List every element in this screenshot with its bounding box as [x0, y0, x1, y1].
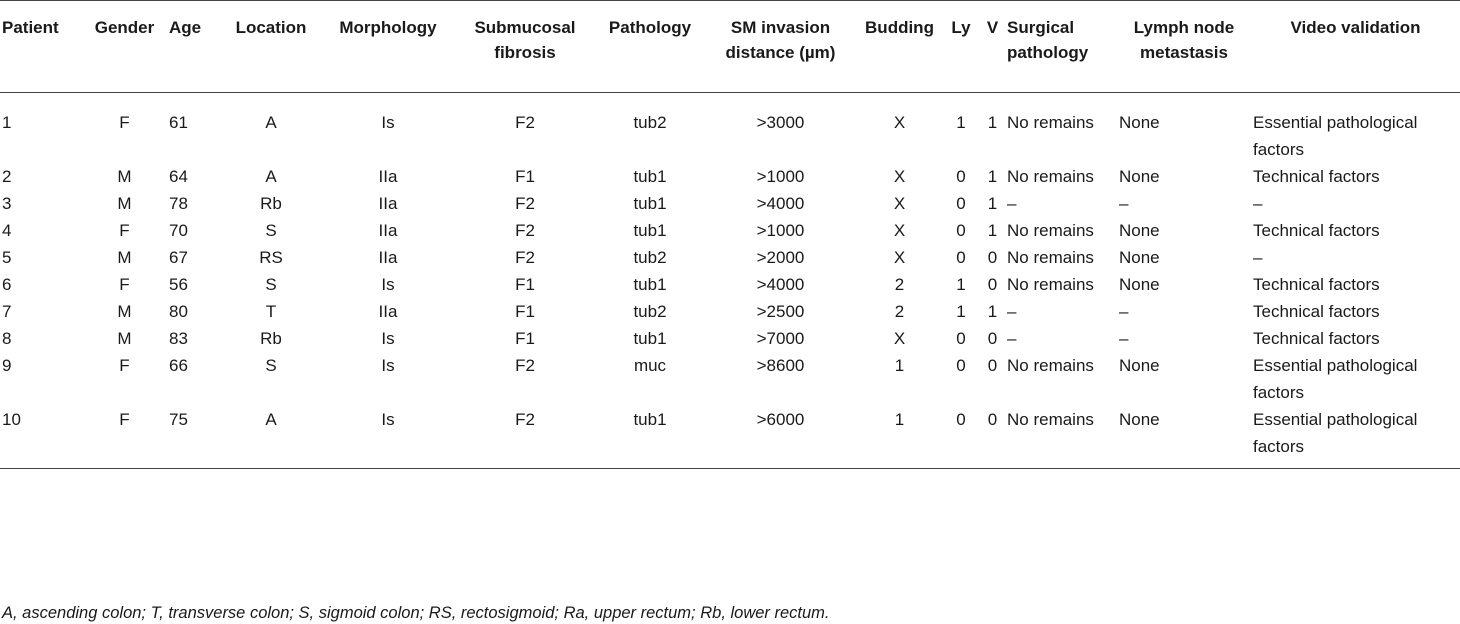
cell-budding: 2: [894, 302, 905, 321]
cell-v: 0: [987, 410, 998, 429]
cell-lymph-node-metastasis: None: [1119, 410, 1160, 429]
table-header: [0, 1, 1460, 93]
cell-lymph-node-metastasis: –: [1119, 194, 1129, 213]
cell-ly: 0: [956, 194, 966, 213]
cell-budding: X: [893, 329, 906, 348]
cell-lymph-node-metastasis: –: [1119, 329, 1129, 348]
header-lymph-node-metastasis: Lymph node metastasis: [1133, 18, 1235, 62]
cell-morphology: IIa: [378, 194, 398, 213]
cell-budding: X: [893, 194, 906, 213]
cell-video-validation: Essential pathological factors: [1253, 356, 1418, 402]
cell-budding: 2: [894, 275, 905, 294]
cell-gender: M: [117, 194, 132, 213]
cell-sm-invasion-distance: >4000: [756, 194, 805, 213]
cell-submucosal-fibrosis: F1: [515, 275, 535, 294]
header-age: Age: [169, 18, 202, 37]
cell-submucosal-fibrosis: F2: [515, 248, 535, 267]
table-row: [0, 352, 1460, 406]
cell-submucosal-fibrosis: F1: [515, 167, 535, 186]
header-submucosal-fibrosis: Submucosal fibrosis: [474, 18, 576, 62]
cell-sm-invasion-distance: >1000: [756, 221, 805, 240]
cell-v: 1: [987, 194, 998, 213]
cell-sm-invasion-distance: >2500: [756, 302, 805, 321]
cell-sm-invasion-distance: >1000: [756, 167, 805, 186]
cell-v: 1: [987, 302, 998, 321]
cell-surgical-pathology: –: [1007, 302, 1017, 321]
cell-gender: F: [119, 221, 130, 240]
cell-age: 70: [169, 221, 188, 240]
cell-submucosal-fibrosis: F2: [515, 410, 535, 429]
cell-lymph-node-metastasis: None: [1119, 356, 1160, 375]
cell-location: RS: [259, 248, 283, 267]
cell-lymph-node-metastasis: None: [1119, 167, 1160, 186]
cell-video-validation: –: [1253, 248, 1263, 267]
cell-patient: 9: [2, 356, 12, 375]
cell-surgical-pathology: No remains: [1007, 113, 1094, 132]
cell-pathology: tub1: [633, 194, 667, 213]
header-gender: Gender: [94, 18, 155, 37]
cell-lymph-node-metastasis: –: [1119, 302, 1129, 321]
cell-patient: 7: [2, 302, 12, 321]
header-video-validation: Video validation: [1290, 18, 1421, 37]
cell-patient: 1: [2, 113, 12, 132]
cell-pathology: muc: [633, 356, 667, 375]
cell-pathology: tub1: [633, 275, 667, 294]
cell-ly: 0: [956, 356, 966, 375]
cell-video-validation: Technical factors: [1253, 275, 1380, 294]
cell-age: 67: [169, 248, 188, 267]
cell-location: A: [265, 410, 277, 429]
cell-patient: 2: [2, 167, 12, 186]
cell-patient: 8: [2, 329, 12, 348]
cell-surgical-pathology: No remains: [1007, 167, 1094, 186]
cell-patient: 4: [2, 221, 12, 240]
cell-morphology: IIa: [378, 167, 398, 186]
cell-morphology: Is: [381, 113, 395, 132]
cell-location: Rb: [260, 329, 282, 348]
cell-sm-invasion-distance: >6000: [756, 410, 805, 429]
cell-sm-invasion-distance: >4000: [756, 275, 805, 294]
cell-patient: 6: [2, 275, 12, 294]
cell-location: S: [265, 275, 277, 294]
header-surgical-pathology: Surgical pathology: [1007, 18, 1089, 62]
cell-morphology: Is: [381, 410, 395, 429]
cell-location: A: [265, 167, 277, 186]
cell-video-validation: –: [1253, 194, 1263, 213]
cell-age: 66: [169, 356, 188, 375]
cell-location: T: [265, 302, 277, 321]
cell-gender: F: [119, 410, 130, 429]
cell-gender: F: [119, 356, 130, 375]
cell-video-validation: Technical factors: [1253, 302, 1380, 321]
cell-gender: M: [117, 302, 132, 321]
cell-video-validation: Essential pathological factors: [1253, 410, 1418, 456]
header-patient: Patient: [2, 18, 59, 37]
cell-pathology: tub1: [633, 329, 667, 348]
cell-patient: 10: [2, 410, 21, 429]
header-location: Location: [235, 18, 307, 37]
cell-surgical-pathology: –: [1007, 329, 1017, 348]
cell-age: 56: [169, 275, 188, 294]
header-v: V: [986, 18, 999, 37]
cell-surgical-pathology: No remains: [1007, 248, 1094, 267]
table-row: [0, 163, 1460, 190]
header-sm-invasion-distance: SM invasion distance (µm): [725, 18, 836, 62]
table-row: [0, 271, 1460, 298]
header-ly: Ly: [951, 18, 971, 37]
cell-pathology: tub2: [633, 113, 667, 132]
cell-gender: F: [119, 113, 130, 132]
table-row: [0, 244, 1460, 271]
header-morphology: Morphology: [339, 18, 437, 37]
cell-ly: 0: [956, 167, 966, 186]
cell-video-validation: Technical factors: [1253, 329, 1380, 348]
cell-lymph-node-metastasis: None: [1119, 221, 1160, 240]
cell-v: 0: [987, 329, 998, 348]
table-row: [0, 217, 1460, 244]
cell-age: 83: [169, 329, 188, 348]
cell-budding: X: [893, 221, 906, 240]
cell-submucosal-fibrosis: F2: [515, 356, 535, 375]
cell-v: 0: [987, 248, 998, 267]
table-row: [0, 190, 1460, 217]
cell-location: Rb: [260, 194, 282, 213]
cell-ly: 0: [956, 329, 966, 348]
cell-gender: F: [119, 275, 130, 294]
cell-v: 0: [987, 275, 998, 294]
cell-surgical-pathology: No remains: [1007, 356, 1094, 375]
cell-lymph-node-metastasis: None: [1119, 248, 1160, 267]
cell-budding: 1: [894, 410, 905, 429]
cell-pathology: tub1: [633, 167, 667, 186]
cell-ly: 1: [956, 302, 966, 321]
cell-morphology: IIa: [378, 248, 398, 267]
table-footnote: A, ascending colon; T, transverse colon; S, sigmoid colon; RS, rectosigmoid; Ra, upper rectum; Rb, lower rectum.: [2, 604, 830, 622]
cell-morphology: IIa: [378, 221, 398, 240]
cell-morphology: IIa: [378, 302, 398, 321]
cell-location: A: [265, 113, 277, 132]
cell-v: 1: [987, 113, 998, 132]
table-row: [0, 406, 1460, 469]
cell-surgical-pathology: –: [1007, 194, 1017, 213]
cell-gender: M: [117, 248, 132, 267]
cell-submucosal-fibrosis: F1: [515, 302, 535, 321]
cell-ly: 0: [956, 221, 966, 240]
cell-submucosal-fibrosis: F1: [515, 329, 535, 348]
cell-gender: M: [117, 329, 132, 348]
cell-sm-invasion-distance: >2000: [756, 248, 805, 267]
cell-pathology: tub2: [633, 248, 667, 267]
cell-location: S: [265, 221, 277, 240]
cell-sm-invasion-distance: >8600: [756, 356, 805, 375]
cell-morphology: Is: [381, 329, 395, 348]
cell-video-validation: Technical factors: [1253, 167, 1380, 186]
header-pathology: Pathology: [608, 18, 692, 37]
cell-age: 61: [169, 113, 188, 132]
cell-surgical-pathology: No remains: [1007, 275, 1094, 294]
cell-v: 1: [987, 221, 998, 240]
table-row: [0, 325, 1460, 352]
cell-v: 0: [987, 356, 998, 375]
cell-video-validation: Essential pathological factors: [1253, 113, 1418, 159]
cell-ly: 1: [956, 113, 966, 132]
cell-age: 78: [169, 194, 188, 213]
cell-video-validation: Technical factors: [1253, 221, 1380, 240]
cell-sm-invasion-distance: >7000: [756, 329, 805, 348]
cell-v: 1: [987, 167, 998, 186]
table-row: [0, 298, 1460, 325]
cell-surgical-pathology: No remains: [1007, 221, 1094, 240]
table-row: [0, 93, 1460, 164]
cell-pathology: tub1: [633, 410, 667, 429]
cell-budding: X: [893, 167, 906, 186]
cell-age: 75: [169, 410, 188, 429]
cell-budding: X: [893, 113, 906, 132]
header-budding: Budding: [865, 18, 934, 37]
cell-submucosal-fibrosis: F2: [515, 221, 535, 240]
cell-morphology: Is: [381, 356, 395, 375]
cell-patient: 3: [2, 194, 12, 213]
table-body: [0, 93, 1460, 469]
cell-location: S: [265, 356, 277, 375]
cell-pathology: tub2: [633, 302, 667, 321]
cell-sm-invasion-distance: >3000: [756, 113, 805, 132]
cell-ly: 1: [956, 275, 966, 294]
cell-budding: X: [893, 248, 906, 267]
cell-submucosal-fibrosis: F2: [515, 194, 535, 213]
cell-budding: 1: [894, 356, 905, 375]
cell-ly: 0: [956, 410, 966, 429]
cell-age: 80: [169, 302, 188, 321]
cell-lymph-node-metastasis: None: [1119, 113, 1160, 132]
cell-age: 64: [169, 167, 188, 186]
cell-pathology: tub1: [633, 221, 667, 240]
cell-patient: 5: [2, 248, 12, 267]
cell-morphology: Is: [381, 275, 395, 294]
cell-ly: 0: [956, 248, 966, 267]
cell-submucosal-fibrosis: F2: [515, 113, 535, 132]
cell-lymph-node-metastasis: None: [1119, 275, 1160, 294]
cell-surgical-pathology: No remains: [1007, 410, 1094, 429]
cell-gender: M: [117, 167, 132, 186]
